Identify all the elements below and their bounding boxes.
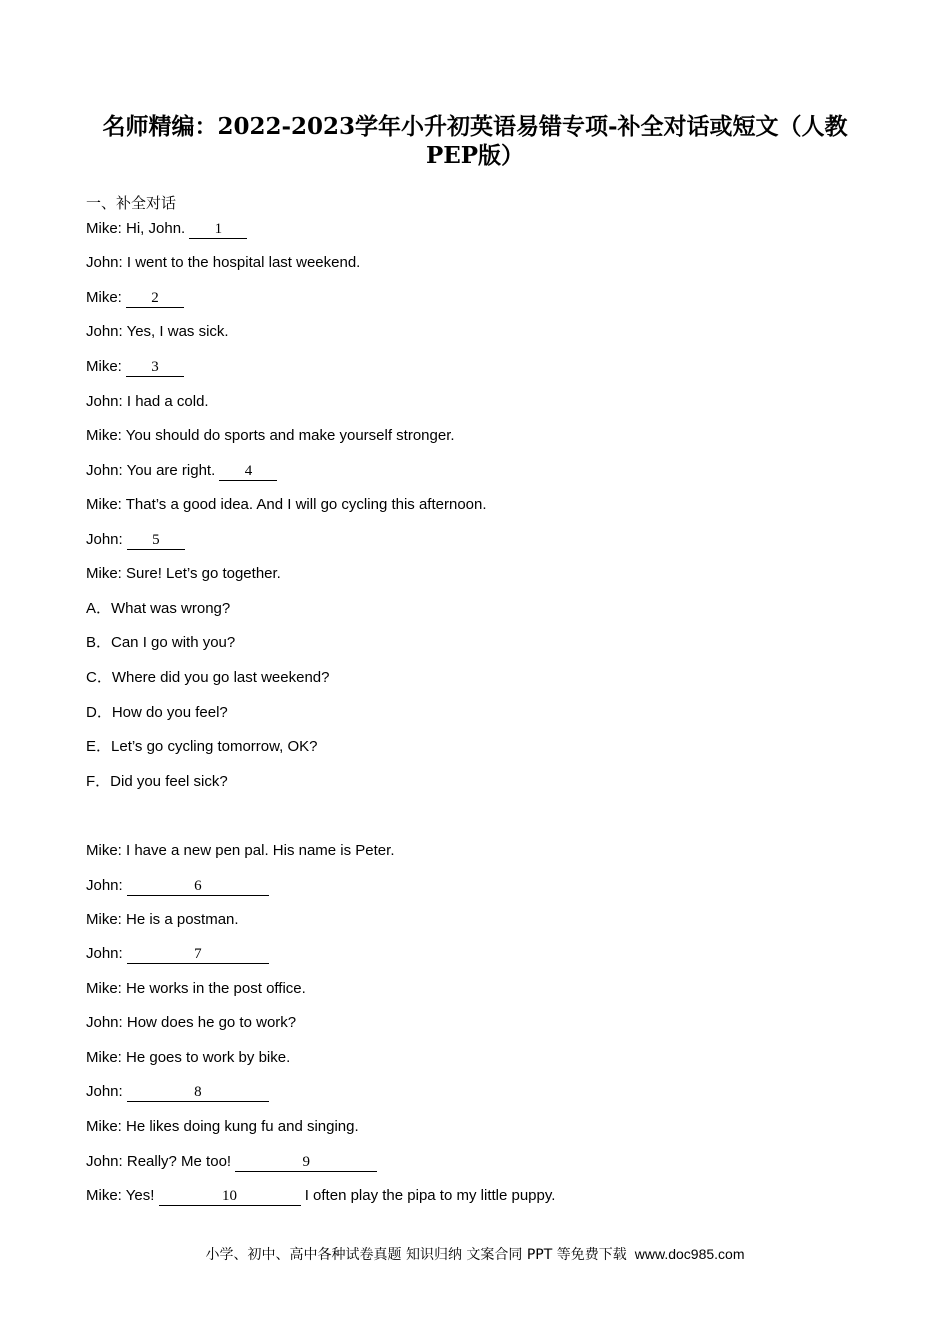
line-text: Mike: [86, 358, 127, 375]
answer-option: D．How do you feel? [86, 704, 228, 721]
answer-option: E．Let’s go cycling tomorrow, OK? [86, 738, 318, 755]
dialogue-line [86, 1117, 359, 1137]
line-text-after: I often play the pipa to my little puppy. [300, 1187, 556, 1204]
line-text: Mike: He likes doing kung fu and singing. [86, 1118, 359, 1135]
line-text: John: [86, 945, 127, 962]
answer-blank[interactable]: 2 [126, 290, 184, 308]
line-text: John: How does he go to work? [86, 1014, 297, 1031]
footer-url: www.doc985.com [634, 1246, 745, 1262]
dialogue-line [86, 392, 209, 412]
page-footer [0, 1244, 950, 1264]
dialogue-line [86, 841, 395, 861]
line-text: Mike: You should do sports and make yourself stronger. [86, 427, 455, 444]
line-text: John: You are right. [86, 462, 220, 479]
dialogue-line-with-blank [86, 876, 269, 896]
answer-blank[interactable]: 3 [126, 359, 184, 377]
dialogue-line [86, 979, 306, 999]
line-text: John: I had a cold. [86, 393, 209, 410]
answer-option: A．What was wrong? [86, 600, 231, 617]
dialogue-line [86, 910, 239, 930]
line-text: Mike: He works in the post office. [86, 980, 306, 997]
dialogue-line-with-blank [86, 530, 185, 550]
document-title: 名师精编：2022-2023学年小升初英语易错专项-补全对话或短文（人教PEP版） [102, 113, 848, 169]
dialogue-line-with-blank [86, 219, 247, 239]
dialogue-line [86, 495, 487, 515]
dialogue-line [86, 564, 281, 584]
answer-blank[interactable]: 6 [127, 878, 269, 896]
section-heading: 一、补全对话 [86, 194, 177, 212]
answer-blank[interactable]: 10 [159, 1188, 301, 1206]
dialogue-line-with-blank [86, 1082, 269, 1102]
dialogue-line-with-blank [86, 288, 184, 308]
line-text: John: [86, 1083, 127, 1100]
answer-blank[interactable]: 7 [127, 946, 269, 964]
line-text: Mike: Hi, John. [86, 220, 190, 237]
line-text: Mike: I have a new pen pal. His name is Peter. [86, 842, 395, 859]
dialogue-line [86, 1048, 290, 1068]
dialogue-line-with-blank [86, 1152, 377, 1172]
dialogue-line [86, 1013, 296, 1033]
answer-option: C．Where did you go last weekend? [86, 669, 330, 686]
line-text: John: Yes, I was sick. [86, 323, 229, 340]
line-text: John: [86, 531, 127, 548]
answer-blank[interactable]: 5 [127, 532, 185, 550]
dialogue-line-with-blank [86, 461, 277, 481]
dialogue-line [86, 426, 455, 446]
line-text: Mike: Yes! [86, 1187, 159, 1204]
line-text: John: [86, 877, 127, 894]
footer-text: 小学、初中、高中各种试卷真题 知识归纳 文案合同 PPT 等免费下载 [205, 1247, 627, 1263]
answer-blank[interactable]: 1 [189, 221, 247, 239]
answer-blank[interactable]: 4 [219, 463, 277, 481]
dialogue-line [86, 322, 229, 342]
dialogue-line-with-blank [86, 1186, 555, 1206]
answer-option: F．Did you feel sick? [86, 773, 228, 790]
dialogue-line [86, 253, 360, 273]
dialogue-line-with-blank [86, 944, 269, 964]
line-text: Mike: [86, 289, 127, 306]
line-text: Mike: He is a postman. [86, 911, 239, 928]
answer-blank[interactable]: 9 [235, 1154, 377, 1172]
answer-option: B．Can I go with you? [86, 634, 236, 651]
answer-blank[interactable]: 8 [127, 1084, 269, 1102]
line-text: John: Really? Me too! [86, 1153, 236, 1170]
line-text: Mike: Sure! Let’s go together. [86, 565, 281, 582]
dialogue-line-with-blank [86, 357, 184, 377]
line-text: John: I went to the hospital last weekend. [86, 254, 361, 271]
line-text: Mike: That’s a good idea. And I will go cycling this afternoon. [86, 496, 487, 513]
line-text: Mike: He goes to work by bike. [86, 1049, 291, 1066]
